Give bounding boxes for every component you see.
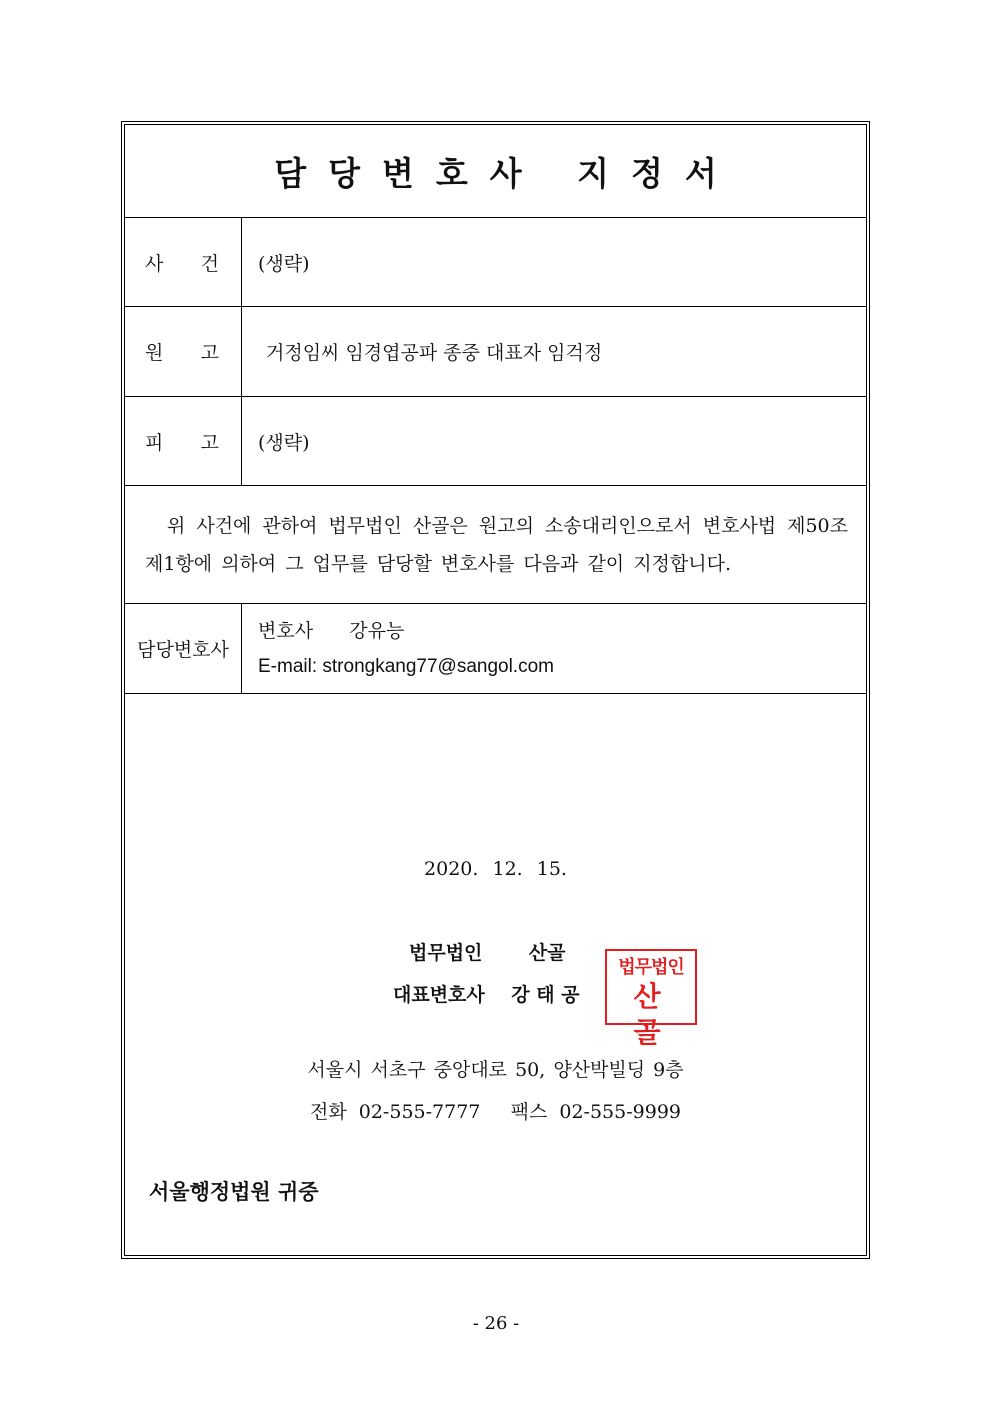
statement-row [125, 486, 866, 604]
case-label [125, 218, 242, 306]
title-row [125, 125, 866, 218]
plaintiff-label-char-1: 원 [145, 342, 164, 364]
plaintiff-label-char-2: 고 [200, 342, 219, 364]
assigned-lawyer-row [125, 604, 866, 694]
recipient-court: 서울행정법원 귀중 [149, 1179, 319, 1204]
firm-seal-stamp [605, 949, 697, 1049]
case-value: (생략) [258, 252, 310, 275]
lawyer-email: E-mail: strongkang77@sangol.com [258, 655, 554, 677]
document-date: 2020. 12. 15. [424, 858, 567, 880]
seal-bottom-text: 산골 [633, 980, 679, 1049]
firm-address: 서울시 서초구 중앙대로 50, 양산박빌딩 9층 [307, 1059, 684, 1081]
representative-lawyer: 대표변호사 강 태 공 [393, 984, 580, 1006]
plaintiff-row [125, 307, 866, 397]
lawyer-name-line: 변호사 강유능 [258, 619, 405, 642]
defendant-row [125, 397, 866, 486]
page-number: - 26 - [472, 1313, 520, 1334]
plaintiff-value: 거정임씨 임경엽공파 종중 대표자 임걱정 [266, 342, 603, 364]
case-label-char-2: 건 [200, 252, 219, 275]
defendant-label-char-1: 피 [145, 431, 164, 454]
document-title: 담당변호사 지정서 [274, 153, 739, 193]
firm-phone-fax: 전화 02-555-7777 팩스 02-555-9999 [309, 1101, 682, 1123]
assigned-lawyer-label: 담당변호사 [125, 604, 242, 693]
case-row [125, 218, 866, 307]
plaintiff-label [125, 307, 242, 396]
assigned-lawyer-info [242, 604, 866, 693]
document-frame [121, 121, 870, 1259]
defendant-value: (생략) [258, 431, 310, 454]
case-label-char-1: 사 [145, 252, 164, 275]
defendant-label [125, 397, 242, 485]
statement-paragraph: 위 사건에 관하여 법무법인 산골은 원고의 소송대리인으로서 변호사법 제50조 제1항에 의하여 그 업무를 담당할 변호사를 다음과 같이 지정합니다. [145, 515, 848, 575]
document-inner-frame [124, 124, 867, 1256]
defendant-label-char-2: 고 [200, 431, 219, 454]
seal-top-text: 법무법인 [618, 957, 684, 978]
firm-name: 법무법인 산골 [409, 942, 566, 964]
